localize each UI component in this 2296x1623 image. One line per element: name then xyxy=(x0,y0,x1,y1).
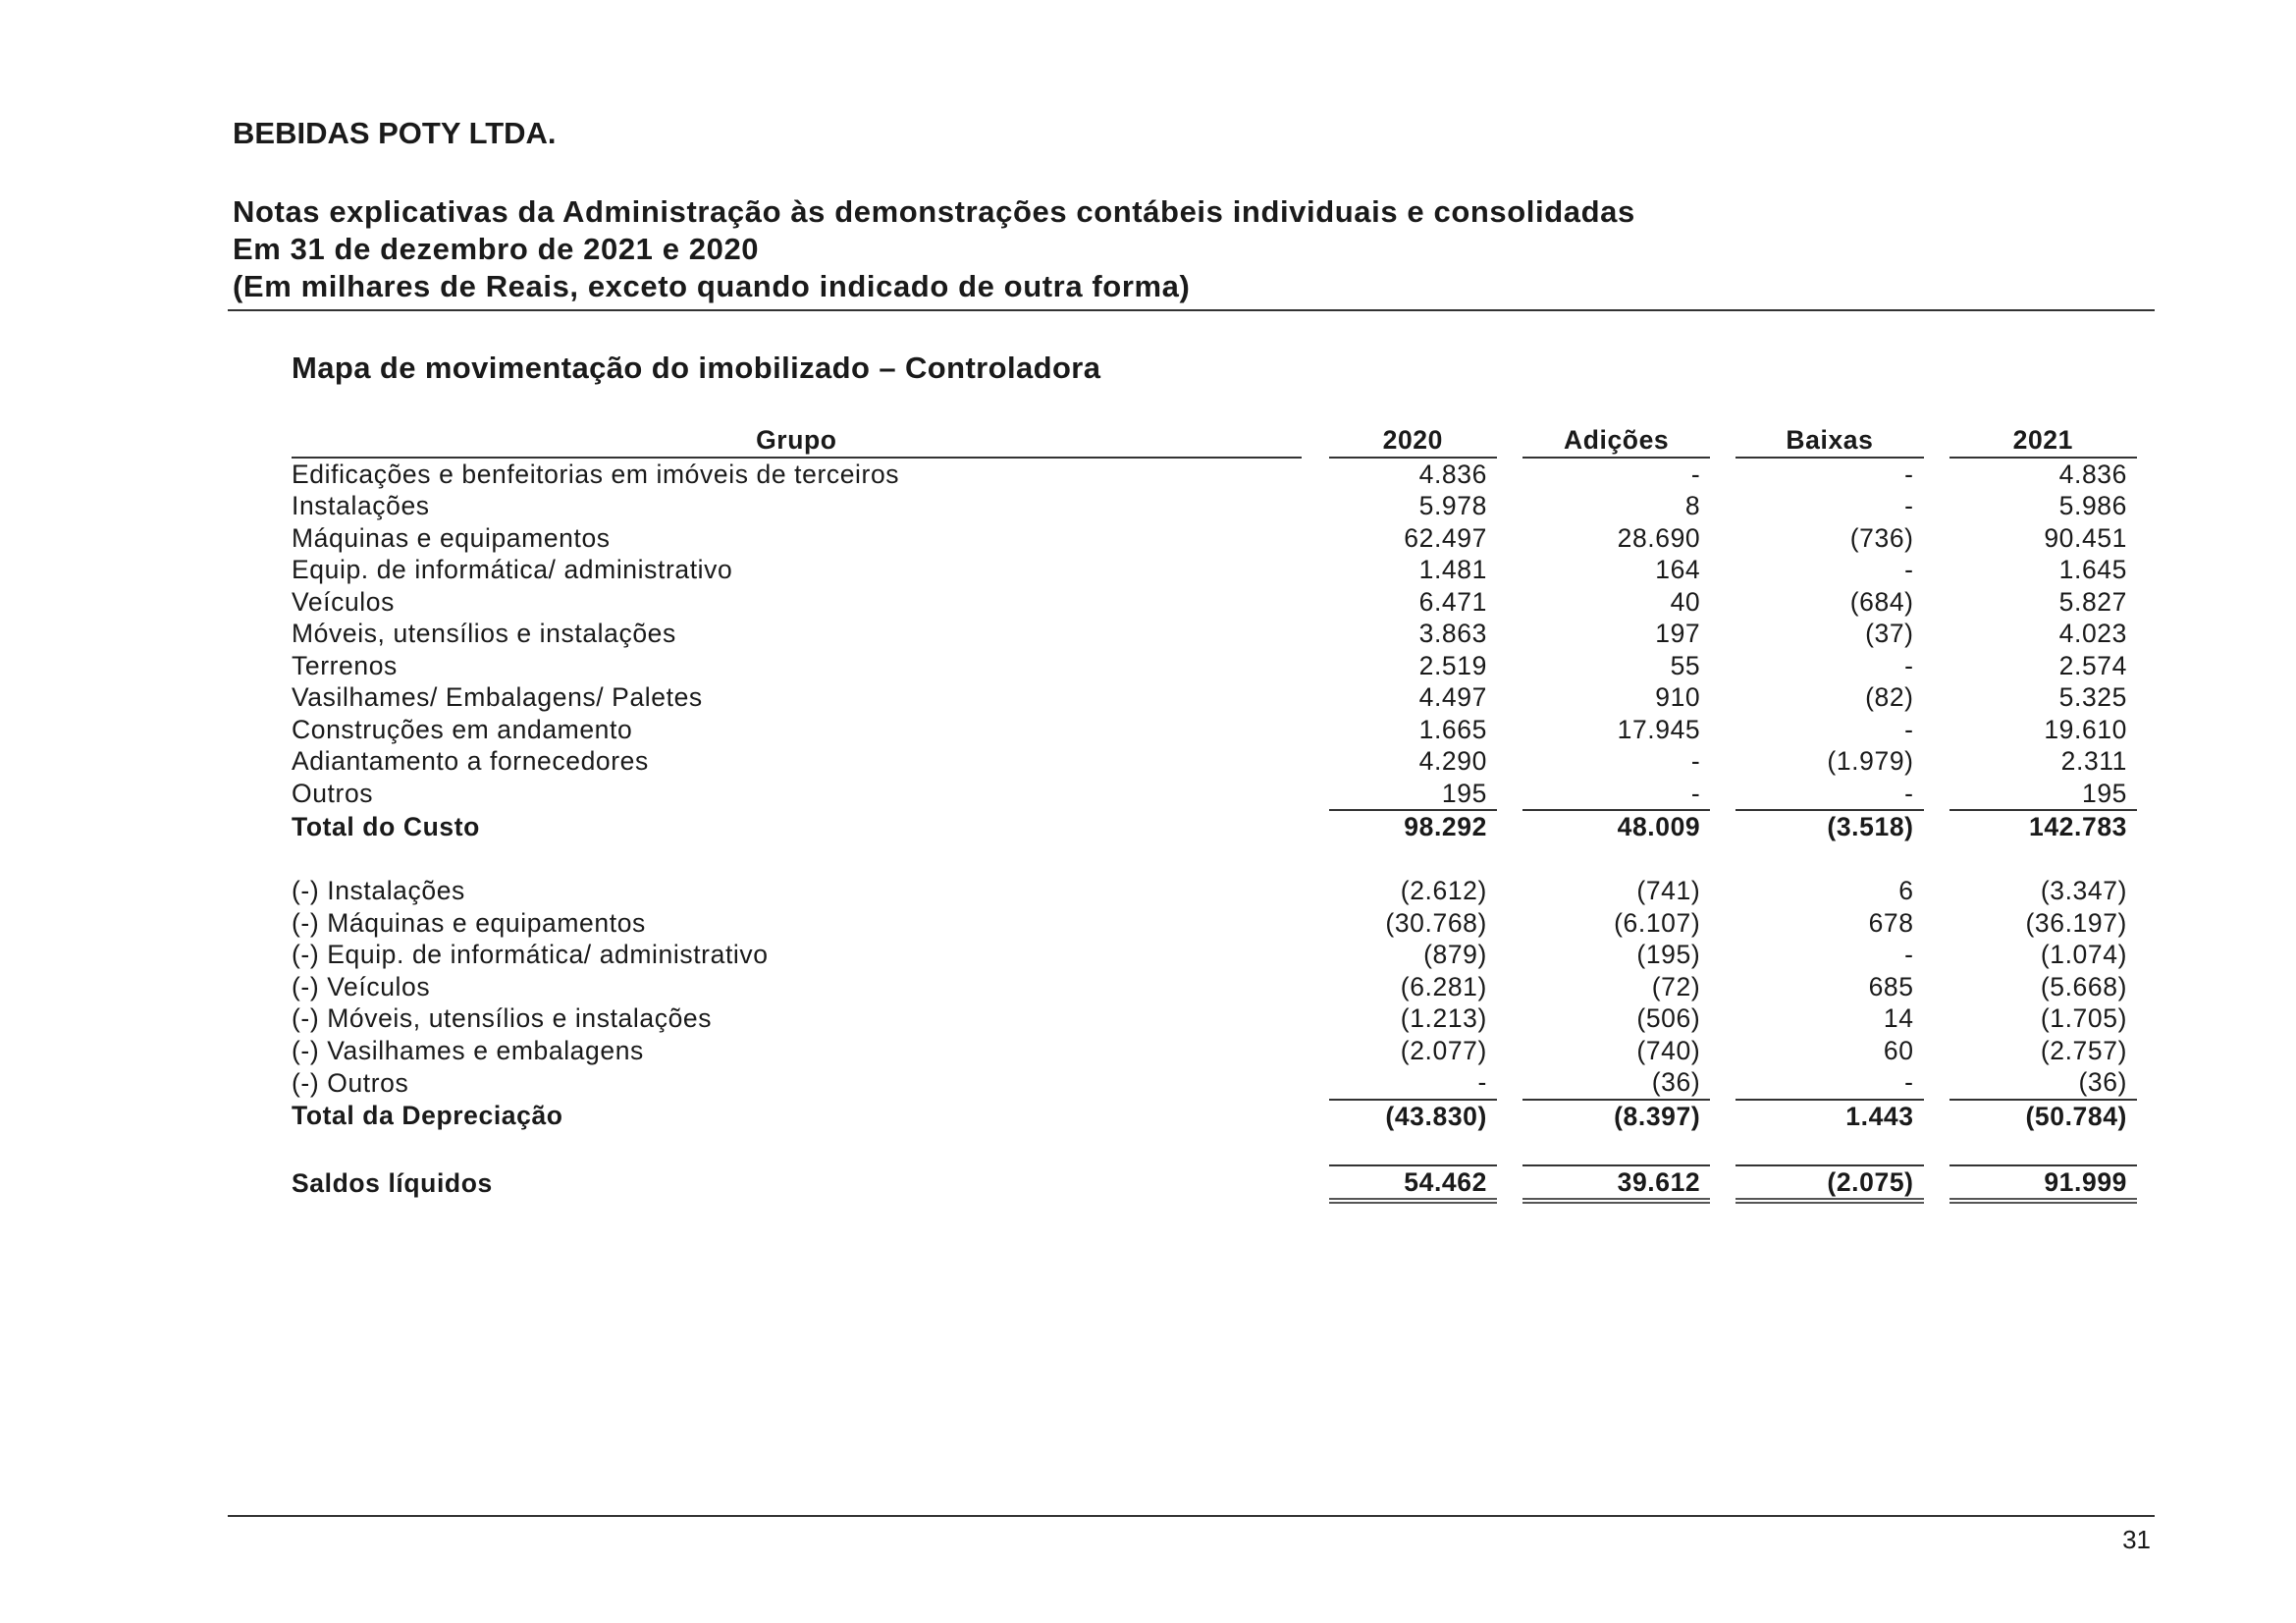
cell-v2021: 1.645 xyxy=(2058,555,2127,584)
cost-row xyxy=(292,490,2137,522)
row-label: (-) Outros xyxy=(292,1067,409,1098)
section-title: Mapa de movimentação do imobilizado – Controladora xyxy=(292,351,1101,385)
cell-v2020: (879) xyxy=(1423,940,1487,969)
row-label: (-) Veículos xyxy=(292,971,431,1001)
cell-adicoes: 164 xyxy=(1655,555,1701,584)
cell-baixas: (736) xyxy=(1849,522,1914,553)
cell-adicoes: (36) xyxy=(1522,1066,1710,1100)
cell-baixas: (3.518) xyxy=(1827,812,1914,841)
cell-v2021: (5.668) xyxy=(2040,971,2127,1001)
row-label: Construções em andamento xyxy=(292,714,633,744)
cell-baixas: 678 xyxy=(1868,907,1914,938)
depreciation-row xyxy=(292,971,2137,1003)
cost-row xyxy=(292,458,2137,491)
cost-row xyxy=(292,745,2137,778)
cell-v2021: 2.574 xyxy=(2058,650,2127,680)
row-label: Móveis, utensílios e instalações xyxy=(292,619,676,648)
depreciation-total-row xyxy=(292,1100,2137,1133)
cell-adicoes: (6.107) xyxy=(1614,907,1701,938)
cell-baixas: (1.979) xyxy=(1827,746,1914,776)
row-label: Total da Depreciação xyxy=(292,1101,563,1130)
row-label: Vasilhames/ Embalagens/ Paletes xyxy=(292,682,703,712)
cell-v2020: (30.768) xyxy=(1385,907,1487,938)
cell-baixas: - xyxy=(1904,714,1914,744)
row-label: (-) Máquinas e equipamentos xyxy=(292,907,646,938)
cell-v2021: 4.836 xyxy=(2058,459,2127,489)
notes-title: Notas explicativas da Administração às demonstrações contábeis individuais e consolidadas xyxy=(233,194,1635,229)
cell-baixas: - xyxy=(1904,555,1914,584)
cell-adicoes: (195) xyxy=(1636,940,1701,969)
row-label: Saldos líquidos xyxy=(292,1167,493,1198)
cell-baixas: - xyxy=(1904,650,1914,680)
cell-adicoes: 48.009 xyxy=(1617,812,1701,841)
cell-adicoes: - xyxy=(1522,778,1710,811)
cell-v2021: 19.610 xyxy=(2044,714,2127,744)
cell-v2021: 91.999 xyxy=(1949,1165,2137,1202)
cell-adicoes: 28.690 xyxy=(1617,522,1701,553)
cell-v2021: (3.347) xyxy=(2040,876,2127,905)
row-label: (-) Móveis, utensílios e instalações xyxy=(292,1003,713,1033)
row-label: Instalações xyxy=(292,491,430,520)
cost-row xyxy=(292,681,2137,714)
cell-baixas: - xyxy=(1735,778,1923,811)
cell-v2020: 98.292 xyxy=(1404,812,1487,841)
row-label: Máquinas e equipamentos xyxy=(292,522,611,553)
depreciation-row xyxy=(292,939,2137,971)
company-name: BEBIDAS POTY LTDA. xyxy=(233,116,557,150)
cell-v2020: (6.281) xyxy=(1400,971,1487,1001)
col-header-baixas: Baixas xyxy=(1735,424,1923,458)
depreciation-row xyxy=(292,1035,2137,1067)
cell-v2020: 5.978 xyxy=(1418,491,1487,520)
cell-v2021: 5.827 xyxy=(2058,586,2127,617)
cell-v2020: (43.830) xyxy=(1385,1101,1487,1131)
cell-v2021: 5.986 xyxy=(2058,491,2127,520)
cell-v2020: - xyxy=(1329,1066,1497,1100)
cell-v2021: (36) xyxy=(1949,1066,2137,1100)
cell-baixas: - xyxy=(1904,459,1914,489)
cost-total-row xyxy=(292,810,2137,843)
row-label: Total do Custo xyxy=(292,811,480,841)
row-label: Edificações e benfeitorias em imóveis de terceiros xyxy=(292,459,900,489)
cell-v2021: (50.784) xyxy=(2025,1101,2127,1131)
cell-v2020: (1.213) xyxy=(1400,1003,1487,1033)
cell-baixas: - xyxy=(1904,491,1914,520)
cell-adicoes: 197 xyxy=(1655,619,1701,648)
cell-v2020: 4.836 xyxy=(1418,459,1487,489)
col-header-adicoes: Adições xyxy=(1522,424,1710,458)
depreciation-row xyxy=(292,907,2137,940)
cost-row xyxy=(292,586,2137,619)
cell-baixas: (37) xyxy=(1865,619,1914,648)
cell-baixas: (2.075) xyxy=(1735,1165,1923,1202)
cell-v2021: (36.197) xyxy=(2025,907,2127,938)
row-label: (-) Vasilhames e embalagens xyxy=(292,1035,644,1065)
footer-rule xyxy=(228,1515,2155,1517)
cell-v2020: 1.481 xyxy=(1418,555,1487,584)
cost-row xyxy=(292,618,2137,650)
cell-v2020: 54.462 xyxy=(1329,1165,1497,1202)
cell-v2020: 62.497 xyxy=(1404,522,1487,553)
cost-row xyxy=(292,554,2137,586)
col-header-2020: 2020 xyxy=(1329,424,1497,458)
cost-row xyxy=(292,650,2137,682)
cell-adicoes: 39.612 xyxy=(1522,1165,1710,1202)
row-label: (-) Equip. de informática/ administrativo xyxy=(292,940,769,969)
cell-baixas: 1.443 xyxy=(1845,1101,1914,1131)
row-label: Adiantamento a fornecedores xyxy=(292,746,649,776)
cell-v2020: (2.077) xyxy=(1400,1035,1487,1065)
cell-v2020: 3.863 xyxy=(1418,619,1487,648)
cell-baixas: 685 xyxy=(1868,971,1914,1001)
cell-v2021: 142.783 xyxy=(2029,812,2127,841)
fixed-assets-table xyxy=(292,424,2137,1204)
cell-adicoes: 40 xyxy=(1670,586,1701,617)
cell-v2021: 2.311 xyxy=(2060,746,2127,776)
row-label: Veículos xyxy=(292,586,395,617)
cell-v2020: 6.471 xyxy=(1418,586,1487,617)
cost-row xyxy=(292,522,2137,555)
depreciation-row xyxy=(292,1002,2137,1035)
net-balance-row xyxy=(292,1165,2137,1202)
table-header-row xyxy=(292,424,2137,458)
cell-baixas: - xyxy=(1904,940,1914,969)
cell-adicoes: 8 xyxy=(1684,491,1701,520)
spacer-row xyxy=(292,1132,2137,1165)
cell-adicoes: (506) xyxy=(1636,1003,1701,1033)
cell-v2021: (2.757) xyxy=(2040,1035,2127,1065)
cell-v2020: 195 xyxy=(1329,778,1497,811)
currency-note: (Em milhares de Reais, exceto quando indicado de outra forma) xyxy=(233,269,1191,303)
row-label: Equip. de informática/ administrativo xyxy=(292,555,733,584)
cell-v2020: 4.497 xyxy=(1418,682,1487,712)
cost-row xyxy=(292,714,2137,746)
cell-baixas: (684) xyxy=(1849,586,1914,617)
cost-row xyxy=(292,778,2137,811)
page-number: 31 xyxy=(2122,1525,2151,1554)
cell-adicoes: 910 xyxy=(1655,682,1701,712)
depreciation-row xyxy=(292,875,2137,907)
cell-baixas: - xyxy=(1735,1066,1923,1100)
row-label: Terrenos xyxy=(292,650,398,680)
cell-adicoes: (740) xyxy=(1636,1035,1701,1065)
cell-baixas: 14 xyxy=(1883,1003,1914,1033)
cell-v2021: (1.074) xyxy=(2040,940,2127,969)
row-label: (-) Instalações xyxy=(292,876,465,905)
cell-adicoes: 55 xyxy=(1670,650,1701,680)
cell-v2021: (1.705) xyxy=(2040,1003,2127,1033)
spacer-row xyxy=(292,843,2137,876)
cell-v2020: 1.665 xyxy=(1418,714,1487,744)
cell-v2021: 5.325 xyxy=(2058,682,2127,712)
cell-adicoes: - xyxy=(1690,459,1701,489)
cell-adicoes: 17.945 xyxy=(1617,714,1701,744)
cell-adicoes: - xyxy=(1690,746,1701,776)
col-header-grupo: Grupo xyxy=(292,424,1302,458)
cell-v2021: 90.451 xyxy=(2044,522,2127,553)
cell-v2020: 4.290 xyxy=(1418,746,1487,776)
col-header-2021: 2021 xyxy=(1949,424,2137,458)
row-label: Outros xyxy=(292,779,374,808)
cell-v2021: 4.023 xyxy=(2058,619,2127,648)
cell-v2020: 2.519 xyxy=(1418,650,1487,680)
header-rule xyxy=(228,309,2155,311)
cell-adicoes: (741) xyxy=(1636,876,1701,905)
cell-baixas: 60 xyxy=(1883,1035,1914,1065)
depreciation-row xyxy=(292,1066,2137,1100)
cell-baixas: 6 xyxy=(1898,876,1914,905)
period-line: Em 31 de dezembro de 2021 e 2020 xyxy=(233,232,760,266)
cell-v2021: 195 xyxy=(1949,778,2137,811)
cell-adicoes: (72) xyxy=(1651,971,1701,1001)
cell-adicoes: (8.397) xyxy=(1614,1101,1701,1131)
cell-baixas: (82) xyxy=(1865,682,1914,712)
cell-v2020: (2.612) xyxy=(1400,876,1487,905)
